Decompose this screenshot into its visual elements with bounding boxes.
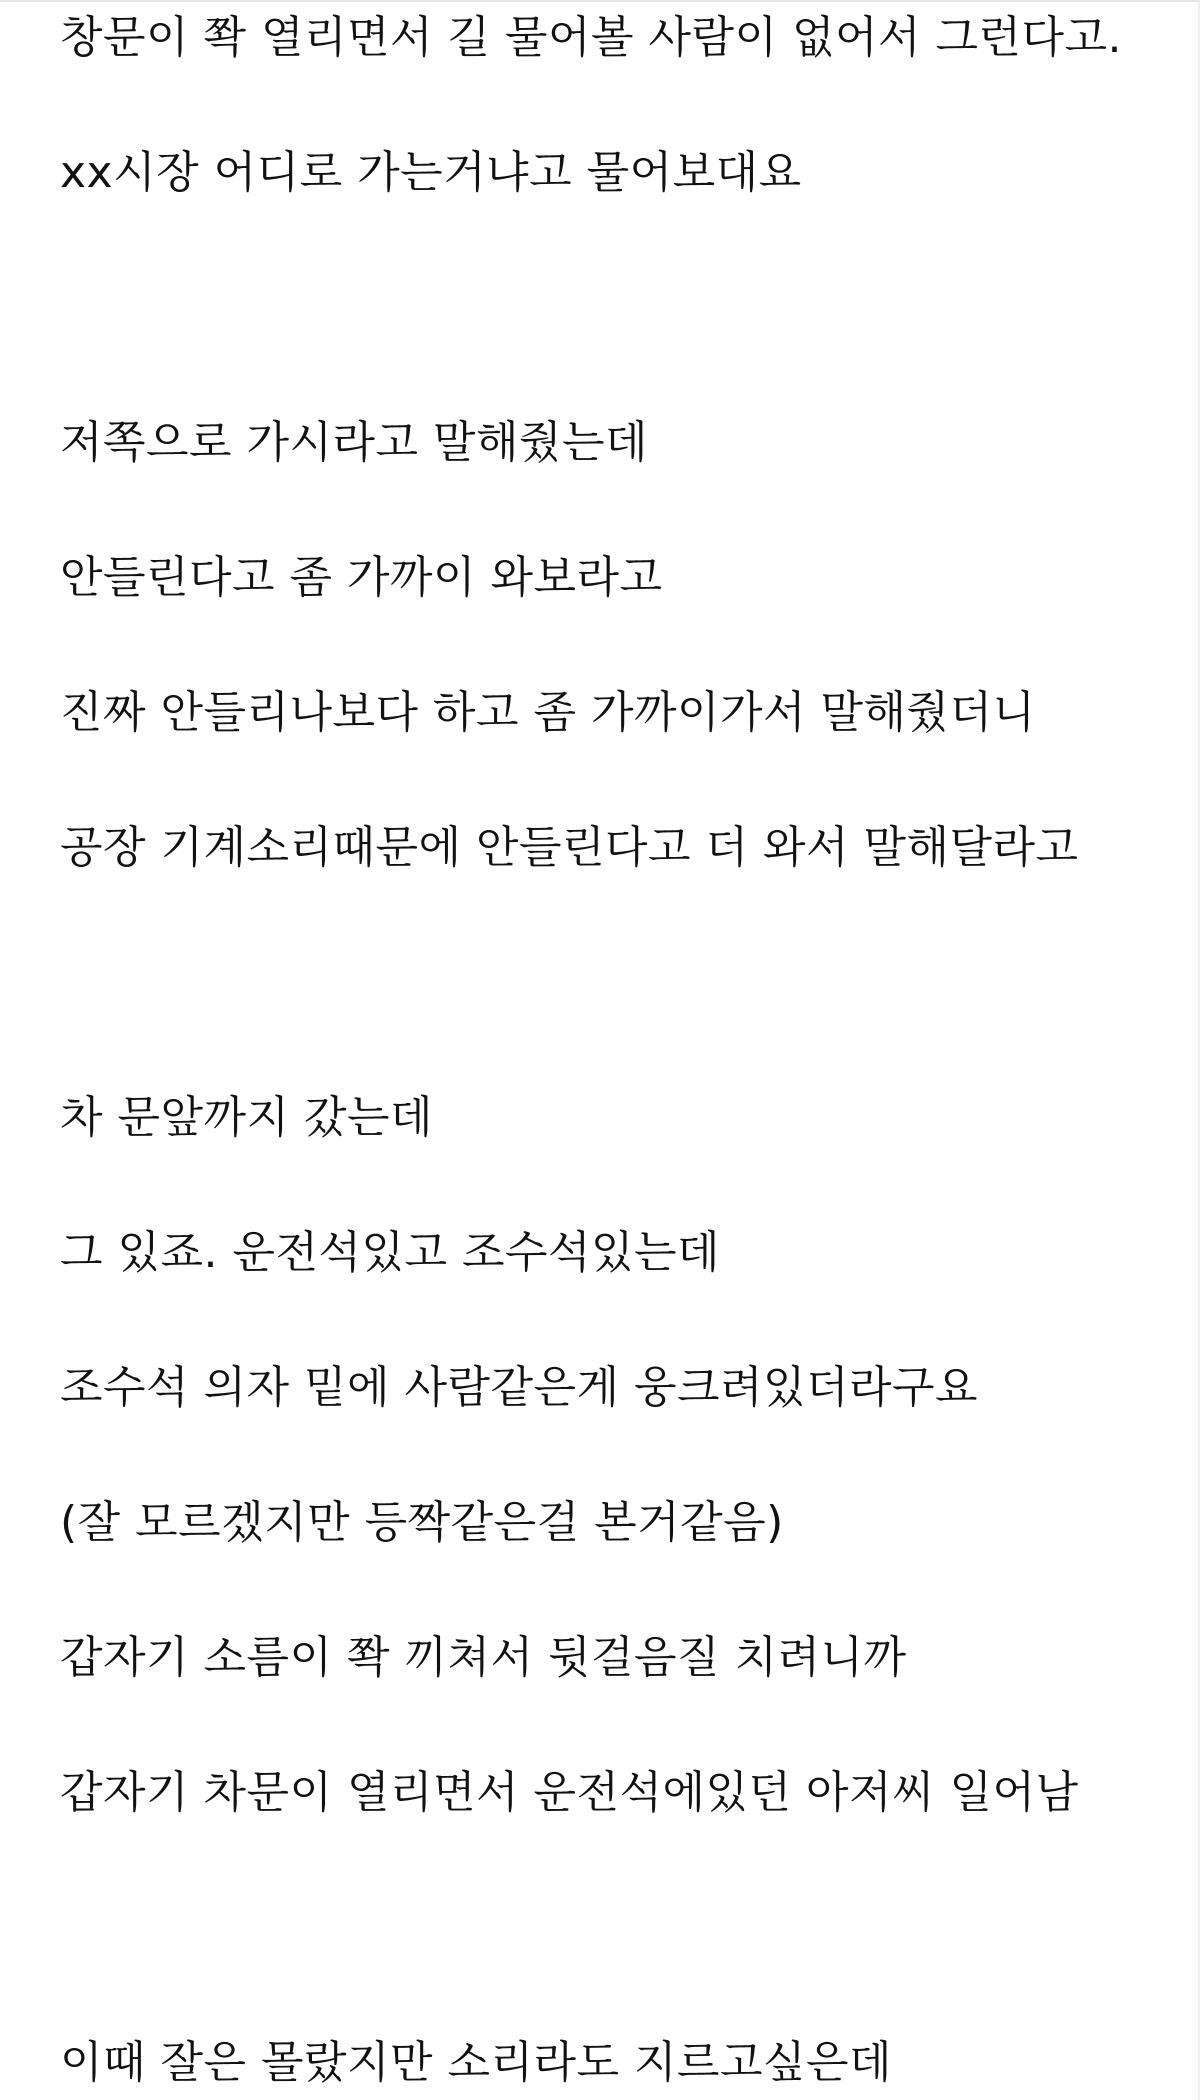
- post-line: 갑자기 차문이 열리면서 운전석에있던 아저씨 일어남: [60, 1767, 1079, 1818]
- post-line: 공장 기계소리때문에 안들린다고 더 와서 말해달라고: [60, 822, 1079, 873]
- post-line: 이때 잘은 몰랐지만 소리라도 지르고싶은데: [60, 2037, 893, 2088]
- post-body: [60, 0, 1170, 2100]
- post-line: 갑자기 소름이 쫙 끼쳐서 뒷걸음질 치려니까: [60, 1632, 907, 1683]
- post-line: 안들린다고 좀 가까이 와보라고: [60, 552, 663, 603]
- post-line: 창문이 쫙 열리면서 길 물어볼 사람이 없어서 그런다고.: [60, 12, 1122, 63]
- post-line: 그 있죠. 운전석있고 조수석있는데: [60, 1227, 720, 1278]
- post-line: 저쪽으로 가시라고 말해줬는데: [60, 417, 649, 468]
- post-line: 차 문앞까지 갔는데: [60, 1092, 434, 1143]
- post-line: (잘 모르겠지만 등짝같은걸 본거같음): [60, 1497, 784, 1548]
- post-line: 조수석 의자 밑에 사람같은게 웅크려있더라구요: [60, 1362, 979, 1413]
- post-line: 진짜 안들리나보다 하고 좀 가까이가서 말해줬더니: [60, 687, 1036, 738]
- post-line: xx시장 어디로 가는거냐고 물어보대요: [60, 147, 802, 198]
